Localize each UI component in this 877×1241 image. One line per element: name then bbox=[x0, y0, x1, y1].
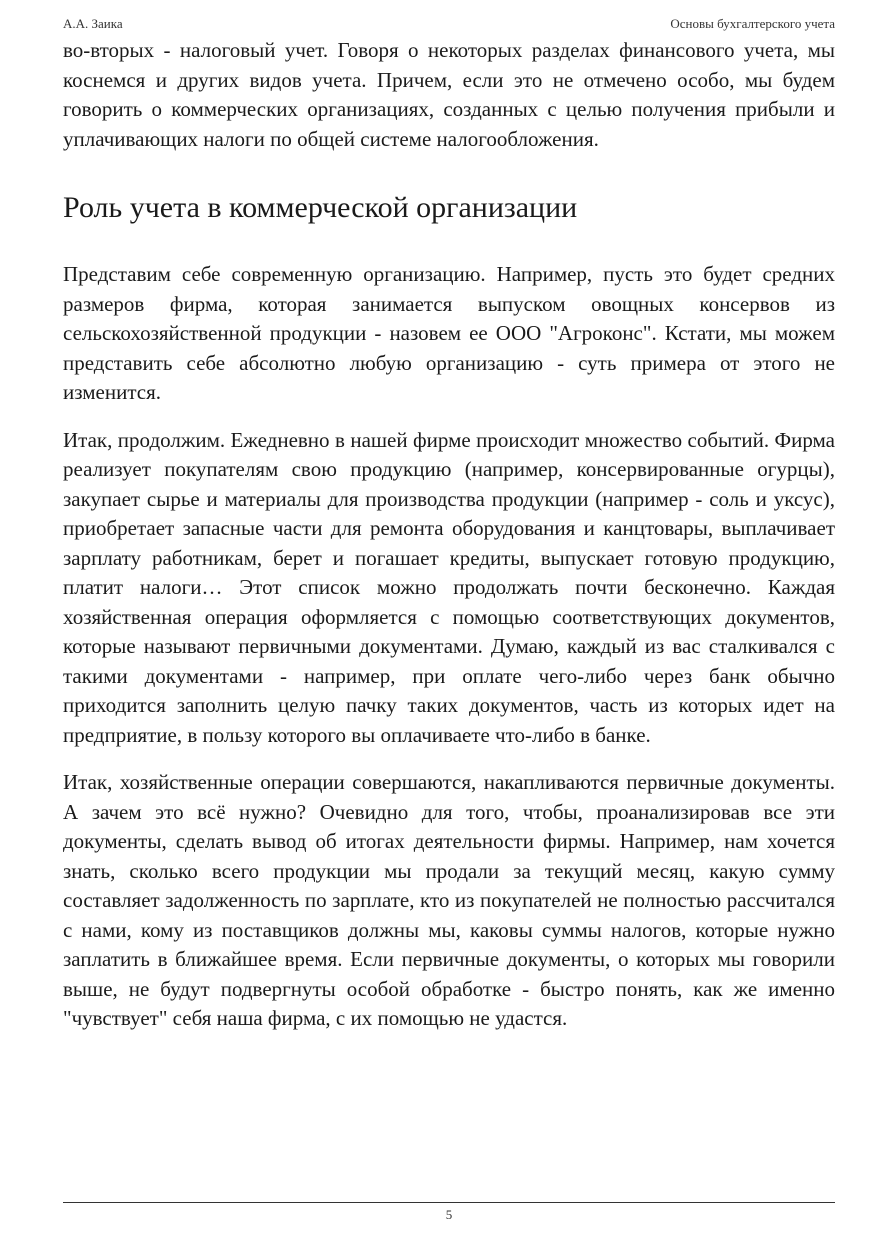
paragraph-purpose-of-accounting: Итак, хозяйственные операции совершаются, накапливаются первичные документы. А зачем это всё нужно? Очевидно для того, чтобы, проанализировав все эти документы, сделать вывод об итогах деятельности фирмы. Например, нам хочется знать, сколько всего продукции мы продали за текущий месяц, какую сумму составляет задолженность по зарплате, кто из покупателей не полностью рассчитался с нами, кому из поставщиков должны мы, каковы суммы налогов, которые нужно заплатить в ближайшее время. Если первичные документы, о которых мы говорили выше, не будут подвергнуты особой обработке - быстро понять, как же именно "чувствует" себя наша фирма, с их помощью не удастся. bbox=[63, 770, 835, 1030]
page-number: 5 bbox=[445, 1207, 453, 1222]
intro-paragraph: во-вторых - налоговый учет. Говоря о некоторых разделах финансового учета, мы коснемся и других видов учета. Причем, если это не отмечено особо, мы будем говорить о коммерческих организациях, созданных с целью получения прибыли и уплачивающих налоги по общей системе налогообложения. bbox=[63, 38, 835, 151]
document-page bbox=[63, 0, 835, 1241]
footer-divider bbox=[63, 1202, 835, 1203]
paragraph-example-organization: Представим себе современную организацию. Например, пусть это будет средних размеров фирма, которая занимается выпуском овощных консервов из сельскохозяйственной продукции - назовем ее ООО "Агроконс". Кстати, мы можем представить себе абсолютно любую организацию - суть примера от этого не изменится. bbox=[63, 262, 835, 404]
paragraph-business-events: Итак, продолжим. Ежедневно в нашей фирме происходит множество событий. Фирма реализует покупателям свою продукцию (например, консервированные огурцы), закупает сырье и материалы для производства продукции (например - соль и уксус), приобретает запасные части для ремонта оборудования и канцтовары, выплачивает зарплату работникам, берет и погашает кредиты, выпускает готовую продукцию, платит налоги… Этот список можно продолжать почти бесконечно. Каждая хозяйственная операция оформляется с помощью соответствующих документов, которые называют первичными документами. Думаю, каждый из вас сталкивался с такими документами - например, при оплате чего-либо через банк обычно приходится заполнить целую пачку таких документов, часть из которых идет на предприятие, в пользу которого вы оплачиваете что-либо в банке. bbox=[63, 427, 835, 747]
header-book-title: Основы бухгалтерского учета bbox=[670, 16, 835, 31]
page-content bbox=[63, 36, 835, 1034]
running-header bbox=[63, 15, 835, 33]
section-heading: Роль учета в коммерческой организации bbox=[63, 191, 578, 224]
header-author: А.А. Заика bbox=[63, 16, 123, 31]
